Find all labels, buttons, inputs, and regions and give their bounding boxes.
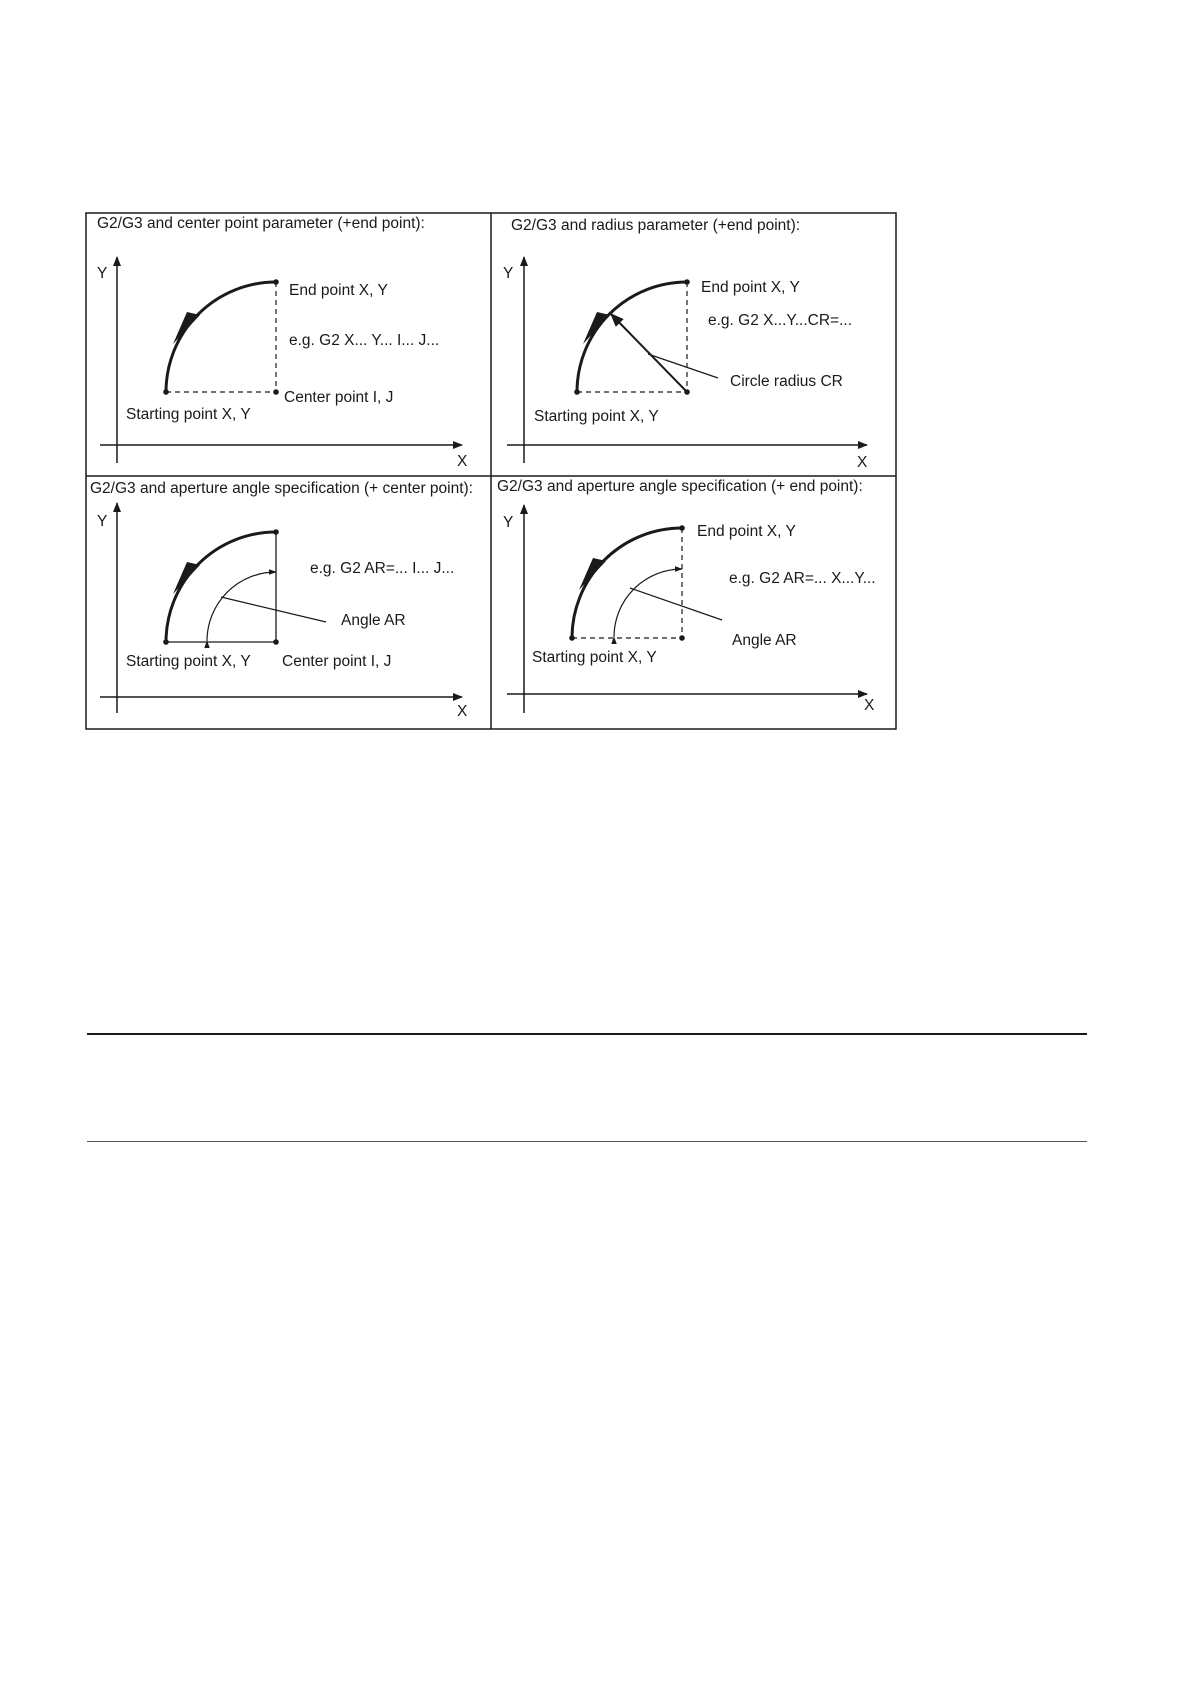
- arc-path: [166, 282, 276, 392]
- arc-direction-arrow: [173, 562, 200, 594]
- start-point-marker: [163, 639, 169, 645]
- example-code-label: e.g. G2 X... Y... I... J...: [289, 332, 440, 349]
- arc-path: [572, 528, 682, 638]
- arc-path: [166, 532, 276, 642]
- panel-angle-center-point: [90, 480, 473, 720]
- example-code-label: e.g. G2 AR=... I... J...: [310, 560, 455, 577]
- arc-direction-arrow: [583, 312, 610, 344]
- radius-leader-line: [648, 354, 718, 378]
- x-axis-label: X: [457, 453, 468, 470]
- end-point-marker: [684, 279, 690, 285]
- end-point-label: End point X, Y: [289, 282, 388, 299]
- angle-label: Angle AR: [341, 612, 406, 629]
- panel-angle-end-point: [497, 478, 876, 714]
- radius-arrow: [611, 314, 687, 392]
- angle-arc: [207, 572, 276, 641]
- center-point-marker: [273, 639, 279, 645]
- arc-direction-arrow: [579, 558, 606, 590]
- panel-title: G2/G3 and center point parameter (+end point):: [97, 215, 425, 232]
- starting-point-label: Starting point X, Y: [126, 653, 251, 670]
- starting-point-label: Starting point X, Y: [534, 408, 659, 425]
- y-axis-label: Y: [503, 265, 514, 282]
- center-point-marker: [273, 389, 279, 395]
- end-point-label: End point X, Y: [697, 523, 796, 540]
- y-axis-label: Y: [97, 513, 108, 530]
- end-point-marker: [679, 525, 685, 531]
- angle-leader-line: [630, 588, 722, 620]
- radius-label: Circle radius CR: [730, 373, 843, 390]
- center-point-label: Center point I, J: [282, 653, 392, 670]
- start-point-marker: [569, 635, 575, 641]
- y-axis-label: Y: [97, 265, 108, 282]
- center-point-marker: [684, 389, 690, 395]
- section-rule-top: [87, 1033, 1087, 1035]
- arc-direction-arrow: [173, 312, 200, 344]
- example-code-label: e.g. G2 AR=... X...Y...: [729, 570, 876, 587]
- panel-center-point: [97, 215, 468, 470]
- angle-label: Angle AR: [732, 632, 797, 649]
- y-axis-label: Y: [503, 514, 514, 531]
- panel-title: G2/G3 and radius parameter (+end point):: [511, 217, 801, 234]
- example-code-label: e.g. G2 X...Y...CR=...: [708, 312, 853, 329]
- x-axis-label: X: [457, 703, 468, 720]
- section-rule-bottom: [87, 1141, 1087, 1142]
- x-axis-label: X: [857, 454, 868, 471]
- panel-title: G2/G3 and aperture angle specification (+ center point):: [90, 480, 473, 497]
- x-axis-label: X: [864, 697, 875, 714]
- starting-point-label: Starting point X, Y: [126, 406, 251, 423]
- start-point-marker: [574, 389, 580, 395]
- starting-point-label: Starting point X, Y: [532, 649, 657, 666]
- center-point-label: Center point I, J: [284, 389, 394, 406]
- end-point-marker: [273, 279, 279, 285]
- panel-title: G2/G3 and aperture angle specification (+ end point):: [497, 478, 863, 495]
- angle-leader-line: [221, 597, 326, 622]
- start-point-marker: [163, 389, 169, 395]
- end-point-marker: [273, 529, 279, 535]
- end-point-label: End point X, Y: [701, 279, 800, 296]
- panel-radius: [503, 217, 868, 471]
- center-point-marker: [679, 635, 685, 641]
